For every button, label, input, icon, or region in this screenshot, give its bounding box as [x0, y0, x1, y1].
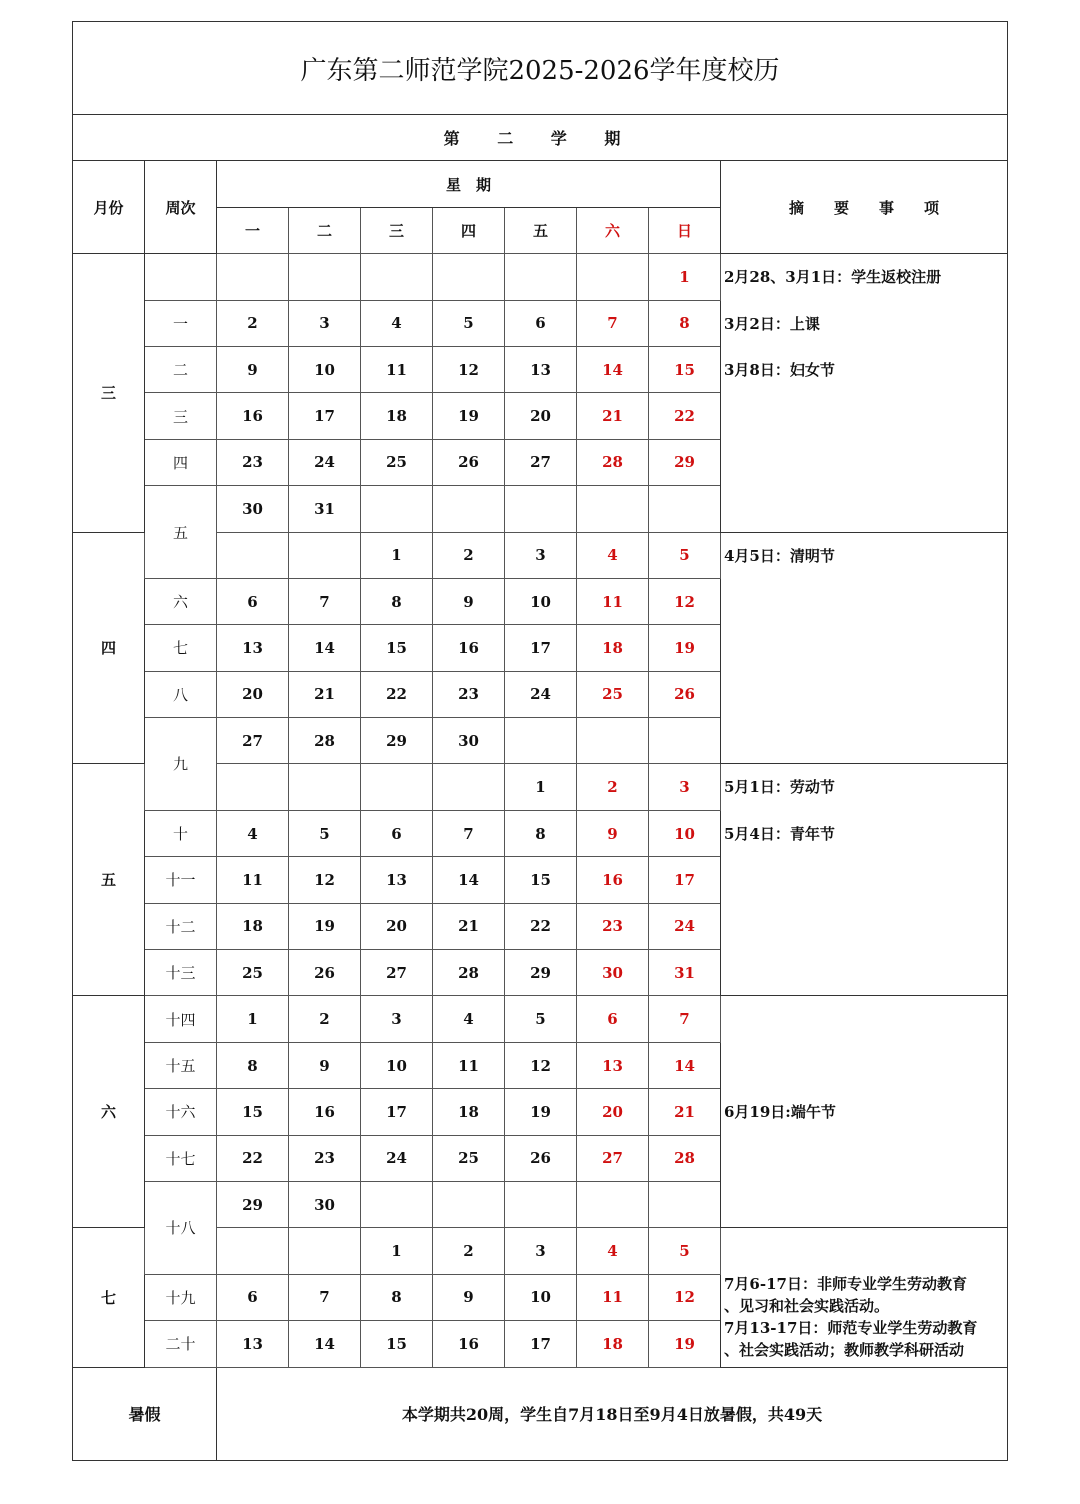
- day-cell: 16: [577, 857, 649, 903]
- day-cell: 2: [433, 1228, 505, 1274]
- day-cell: 18: [577, 1321, 649, 1367]
- notes-cell: [721, 532, 1008, 764]
- day-cell: 10: [361, 1042, 433, 1088]
- day-cell: 30: [433, 718, 505, 764]
- day-cell: [217, 1228, 289, 1274]
- day-cell: 5: [649, 532, 721, 578]
- weekday-2: 二: [289, 207, 361, 253]
- day-cell: 19: [649, 625, 721, 671]
- day-cell: 6: [361, 810, 433, 856]
- day-cell: 19: [289, 903, 361, 949]
- day-cell: 6: [505, 300, 577, 346]
- week-number: 十九: [145, 1274, 217, 1320]
- week-number: 六: [145, 578, 217, 624]
- day-cell: 13: [577, 1042, 649, 1088]
- day-cell: 8: [505, 810, 577, 856]
- week-number: 十七: [145, 1135, 217, 1181]
- week-number: 三: [145, 393, 217, 439]
- weekday-5: 五: [505, 207, 577, 253]
- day-cell: 6: [217, 578, 289, 624]
- day-cell: [505, 718, 577, 764]
- day-cell: 19: [505, 1089, 577, 1135]
- day-cell: 3: [361, 996, 433, 1042]
- week-header: 周次: [145, 161, 217, 254]
- day-cell: 9: [577, 810, 649, 856]
- day-cell: 12: [505, 1042, 577, 1088]
- week-number: 十三: [145, 950, 217, 996]
- day-cell: 1: [649, 254, 721, 300]
- day-cell: 3: [505, 1228, 577, 1274]
- day-cell: 11: [217, 857, 289, 903]
- day-cell: 15: [361, 625, 433, 671]
- day-cell: 1: [361, 1228, 433, 1274]
- day-cell: 16: [433, 625, 505, 671]
- note-item: 5月1日：劳动节: [724, 778, 835, 797]
- day-cell: 7: [289, 1274, 361, 1320]
- day-cell: 6: [577, 996, 649, 1042]
- day-cell: 8: [361, 578, 433, 624]
- day-cell: 2: [433, 532, 505, 578]
- day-cell: [505, 254, 577, 300]
- day-cell: 2: [577, 764, 649, 810]
- summer-text: 本学期共20周，学生自7月18日至9月4日放暑假，共49天: [217, 1367, 1008, 1460]
- day-cell: 24: [505, 671, 577, 717]
- week-number: 九: [145, 718, 217, 811]
- week-number: 二: [145, 346, 217, 392]
- day-cell: [217, 532, 289, 578]
- notes-cell: [721, 764, 1008, 996]
- day-cell: 13: [217, 625, 289, 671]
- day-cell: 3: [289, 300, 361, 346]
- day-cell: 14: [289, 625, 361, 671]
- day-cell: 15: [217, 1089, 289, 1135]
- day-cell: [577, 486, 649, 532]
- day-cell: 17: [505, 1321, 577, 1367]
- week-number: 十六: [145, 1089, 217, 1135]
- day-cell: 15: [361, 1321, 433, 1367]
- day-cell: [361, 1181, 433, 1227]
- day-cell: 28: [289, 718, 361, 764]
- day-cell: 22: [505, 903, 577, 949]
- day-cell: 18: [361, 393, 433, 439]
- day-cell: 23: [217, 439, 289, 485]
- day-cell: 25: [433, 1135, 505, 1181]
- day-cell: 5: [649, 1228, 721, 1274]
- month-label: 七: [73, 1228, 145, 1367]
- day-cell: 13: [217, 1321, 289, 1367]
- week-number: 十五: [145, 1042, 217, 1088]
- day-cell: 26: [289, 950, 361, 996]
- day-cell: 28: [577, 439, 649, 485]
- day-cell: [361, 486, 433, 532]
- day-cell: 11: [577, 578, 649, 624]
- page-title: 广东第二师范学院2025-2026学年度校历: [73, 22, 1008, 115]
- day-cell: 17: [505, 625, 577, 671]
- day-cell: 21: [289, 671, 361, 717]
- week-row: [73, 254, 1008, 300]
- month-header: 月份: [73, 161, 145, 254]
- day-cell: 31: [649, 950, 721, 996]
- day-cell: 4: [217, 810, 289, 856]
- day-cell: 12: [289, 857, 361, 903]
- day-cell: [433, 486, 505, 532]
- day-cell: 1: [505, 764, 577, 810]
- day-cell: 29: [361, 718, 433, 764]
- day-cell: 7: [649, 996, 721, 1042]
- day-cell: 19: [649, 1321, 721, 1367]
- month-label: 五: [73, 764, 145, 996]
- notes-cell: [721, 1228, 1008, 1367]
- day-cell: [433, 254, 505, 300]
- day-cell: 16: [217, 393, 289, 439]
- day-cell: 5: [289, 810, 361, 856]
- weekday-1: 一: [217, 207, 289, 253]
- day-cell: 10: [289, 346, 361, 392]
- day-cell: 20: [361, 903, 433, 949]
- week-number: 十四: [145, 996, 217, 1042]
- note-item: 2月28、3月1日：学生返校注册: [724, 268, 942, 287]
- day-cell: [649, 1181, 721, 1227]
- month-label: 四: [73, 532, 145, 764]
- day-cell: [649, 718, 721, 764]
- day-cell: 17: [649, 857, 721, 903]
- note-item: 7月13-17日：师范专业学生劳动教育: [724, 1319, 978, 1338]
- week-number: 八: [145, 671, 217, 717]
- day-cell: 26: [433, 439, 505, 485]
- week-number: 一: [145, 300, 217, 346]
- day-cell: [361, 764, 433, 810]
- notes-header: 摘 要 事 项: [721, 161, 1008, 254]
- day-cell: 7: [577, 300, 649, 346]
- day-cell: 15: [505, 857, 577, 903]
- week-number: 七: [145, 625, 217, 671]
- day-cell: 20: [577, 1089, 649, 1135]
- day-cell: [289, 1228, 361, 1274]
- day-cell: 9: [289, 1042, 361, 1088]
- day-cell: [217, 254, 289, 300]
- day-cell: 27: [505, 439, 577, 485]
- day-cell: 24: [289, 439, 361, 485]
- summer-label: 暑假: [73, 1367, 217, 1460]
- day-cell: 18: [217, 903, 289, 949]
- day-cell: 21: [577, 393, 649, 439]
- day-cell: 21: [433, 903, 505, 949]
- day-cell: 23: [289, 1135, 361, 1181]
- day-cell: 27: [217, 718, 289, 764]
- day-cell: 8: [217, 1042, 289, 1088]
- day-cell: 30: [577, 950, 649, 996]
- note-item: 、见习和社会实践活动。: [724, 1297, 890, 1316]
- day-cell: 1: [217, 996, 289, 1042]
- day-cell: 14: [289, 1321, 361, 1367]
- note-item: 6月19日:端午节: [724, 1103, 836, 1122]
- day-cell: 19: [433, 393, 505, 439]
- day-cell: 12: [433, 346, 505, 392]
- day-cell: 23: [433, 671, 505, 717]
- day-cell: 2: [289, 996, 361, 1042]
- day-cell: [505, 486, 577, 532]
- school-calendar-table: [72, 21, 1008, 1461]
- day-cell: [289, 532, 361, 578]
- day-cell: [433, 1181, 505, 1227]
- day-cell: 23: [577, 903, 649, 949]
- day-cell: 27: [577, 1135, 649, 1181]
- day-cell: [577, 254, 649, 300]
- note-item: 3月8日：妇女节: [724, 360, 835, 379]
- day-cell: 29: [505, 950, 577, 996]
- day-cell: 29: [217, 1181, 289, 1227]
- day-cell: 3: [649, 764, 721, 810]
- note-item: 5月4日：青年节: [724, 824, 835, 843]
- day-cell: 3: [505, 532, 577, 578]
- day-cell: 7: [289, 578, 361, 624]
- day-cell: 18: [577, 625, 649, 671]
- month-label: 三: [73, 254, 145, 532]
- day-cell: 6: [217, 1274, 289, 1320]
- week-row: [73, 996, 1008, 1042]
- week-number: 二十: [145, 1321, 217, 1367]
- day-cell: 25: [577, 671, 649, 717]
- semester-title: 第 二 学 期: [73, 115, 1008, 161]
- day-cell: 22: [361, 671, 433, 717]
- day-cell: 28: [433, 950, 505, 996]
- week-number: [145, 254, 217, 300]
- note-item: 4月5日：清明节: [724, 546, 835, 565]
- day-cell: 4: [361, 300, 433, 346]
- note-item: 3月2日：上课: [724, 314, 820, 333]
- day-cell: 5: [505, 996, 577, 1042]
- weekday-header: 星 期: [217, 161, 721, 207]
- weekday-4: 四: [433, 207, 505, 253]
- day-cell: 20: [505, 393, 577, 439]
- day-cell: 9: [217, 346, 289, 392]
- day-cell: 8: [361, 1274, 433, 1320]
- day-cell: 26: [505, 1135, 577, 1181]
- day-cell: [577, 718, 649, 764]
- notes-cell: [721, 996, 1008, 1228]
- day-cell: 11: [577, 1274, 649, 1320]
- day-cell: 18: [433, 1089, 505, 1135]
- day-cell: 10: [505, 1274, 577, 1320]
- day-cell: 30: [217, 486, 289, 532]
- day-cell: 12: [649, 1274, 721, 1320]
- weekday-6: 六: [577, 207, 649, 253]
- day-cell: 9: [433, 1274, 505, 1320]
- day-cell: 1: [361, 532, 433, 578]
- day-cell: 9: [433, 578, 505, 624]
- day-cell: 27: [361, 950, 433, 996]
- day-cell: 31: [289, 486, 361, 532]
- day-cell: 10: [505, 578, 577, 624]
- note-item: [721, 996, 1007, 1042]
- day-cell: 11: [361, 346, 433, 392]
- day-cell: 14: [649, 1042, 721, 1088]
- day-cell: 13: [361, 857, 433, 903]
- day-cell: 15: [649, 346, 721, 392]
- day-cell: 17: [289, 393, 361, 439]
- day-cell: [361, 254, 433, 300]
- notes-cell: [721, 254, 1008, 532]
- weekday-3: 三: [361, 207, 433, 253]
- day-cell: 24: [649, 903, 721, 949]
- day-cell: 4: [433, 996, 505, 1042]
- day-cell: 22: [649, 393, 721, 439]
- day-cell: 8: [649, 300, 721, 346]
- day-cell: 16: [433, 1321, 505, 1367]
- week-number: 四: [145, 439, 217, 485]
- day-cell: 12: [649, 578, 721, 624]
- note-item: 、社会实践活动；教师教学科研活动: [724, 1341, 965, 1360]
- weekday-7: 日: [649, 207, 721, 253]
- day-cell: 7: [433, 810, 505, 856]
- day-cell: [217, 764, 289, 810]
- day-cell: 28: [649, 1135, 721, 1181]
- day-cell: [649, 486, 721, 532]
- day-cell: 14: [577, 346, 649, 392]
- note-item: [721, 1043, 1007, 1089]
- day-cell: [577, 1181, 649, 1227]
- day-cell: 2: [217, 300, 289, 346]
- day-cell: 30: [289, 1181, 361, 1227]
- note-item: 7月6-17日：非师专业学生劳动教育: [724, 1275, 967, 1294]
- day-cell: 11: [433, 1042, 505, 1088]
- month-label: 六: [73, 996, 145, 1228]
- day-cell: 13: [505, 346, 577, 392]
- week-number: 十: [145, 810, 217, 856]
- week-number: 五: [145, 486, 217, 579]
- day-cell: 4: [577, 1228, 649, 1274]
- day-cell: 17: [361, 1089, 433, 1135]
- day-cell: 22: [217, 1135, 289, 1181]
- day-cell: 21: [649, 1089, 721, 1135]
- day-cell: 29: [649, 439, 721, 485]
- day-cell: 10: [649, 810, 721, 856]
- day-cell: 26: [649, 671, 721, 717]
- week-number: 十二: [145, 903, 217, 949]
- day-cell: [505, 1181, 577, 1227]
- day-cell: [433, 764, 505, 810]
- day-cell: 25: [217, 950, 289, 996]
- day-cell: 5: [433, 300, 505, 346]
- day-cell: 14: [433, 857, 505, 903]
- day-cell: 4: [577, 532, 649, 578]
- day-cell: 25: [361, 439, 433, 485]
- day-cell: [289, 254, 361, 300]
- week-number: 十八: [145, 1181, 217, 1274]
- week-number: 十一: [145, 857, 217, 903]
- day-cell: [289, 764, 361, 810]
- day-cell: 20: [217, 671, 289, 717]
- day-cell: 24: [361, 1135, 433, 1181]
- day-cell: 16: [289, 1089, 361, 1135]
